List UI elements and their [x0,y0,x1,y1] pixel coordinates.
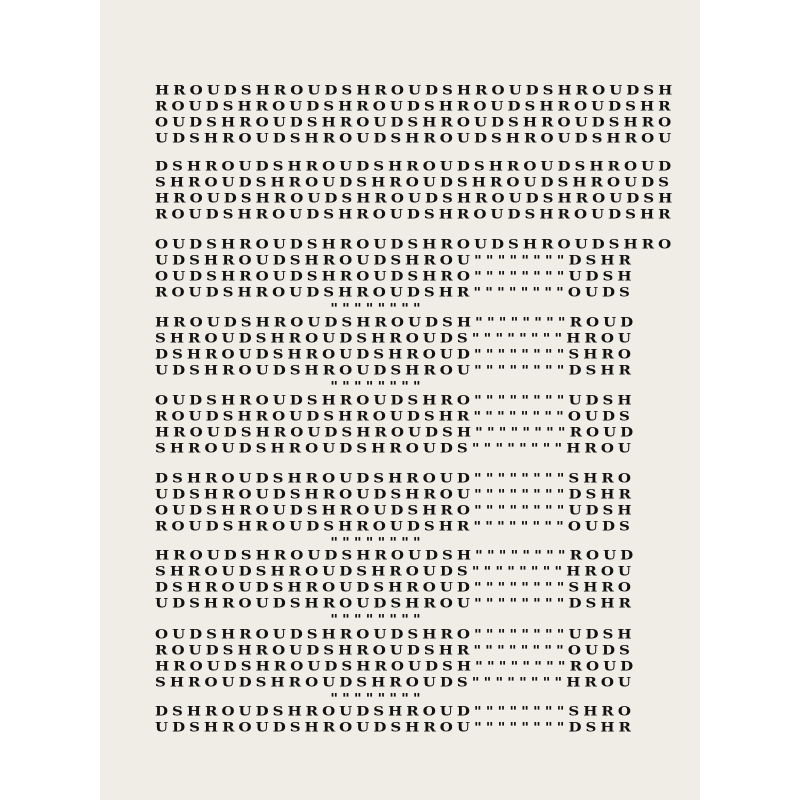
stanza-6 [155,470,635,550]
poem-line: HROUDSHROUDSHROUDSH""""""""ROUD [155,314,638,330]
poem-line: ROUDSHROUDSHROUDSHR""""""""OUDS [155,284,634,300]
poem-line: OUDSHROUDSHROUDSHRO""""""""UDSH [155,502,636,518]
poem-line: """""""" [155,690,425,706]
poem-line: HROUDSHROUDSHROUDSH""""""""ROUD [155,547,638,563]
stanza-1 [155,82,677,146]
poem-line: SHROUDSHROUDSHROUDS""""""""HROU [155,440,636,456]
poem-line: ROUDSHROUDSHROUDSHROUDSHROUDSHR [155,98,675,114]
poem-line: DSHROUDSHROUDSHROUD""""""""SHRO [155,703,635,719]
poem-line: """""""" [155,611,425,627]
poem-line: SHROUDSHROUDSHROUDSHROUDSHROUDS [155,174,673,190]
poem-line: DSHROUDSHROUDSHROUDSHROUDSHROUD [155,158,676,174]
poem-line: UDSHROUDSHROUDSHROU""""""""DSHR [155,595,635,611]
poem-line: ROUDSHROUDSHROUDSHROUDSHROUDSHR [155,206,675,222]
poem-line: UDSHROUDSHROUDSHROU""""""""DSHR [155,252,635,268]
poem-line: UDSHROUDSHROUDSHROU""""""""DSHR [155,362,635,378]
poem-line: OUDSHROUDSHROUDSHROUDSHROUDSHRO [155,114,676,130]
poem-line: OUDSHROUDSHROUDSHRO""""""""UDSH [155,626,636,642]
poem-line: HROUDSHROUDSHROUDSH""""""""ROUD [155,658,638,674]
poem-line: SHROUDSHROUDSHROUDS""""""""HROU [155,563,636,579]
stanza-5 [155,392,638,456]
poem-line: HROUDSHROUDSHROUDSHROUDSHROUDSH [155,82,677,98]
poem-line: ROUDSHROUDSHROUDSHR""""""""OUDS [155,518,634,534]
stanza-8 [155,626,638,706]
poem-line: SHROUDSHROUDSHROUDS""""""""HROU [155,330,636,346]
stanza-2 [155,158,677,222]
poem-line: UDSHROUDSHROUDSHROU""""""""DSHR [155,719,635,735]
stanza-3 [155,236,676,316]
poem-line: HROUDSHROUDSHROUDSH""""""""ROUD [155,424,638,440]
poem-line: """""""" [155,378,425,394]
stanza-7 [155,547,638,627]
poem-line: SHROUDSHROUDSHROUDS""""""""HROU [155,674,636,690]
stanza-9 [155,703,635,735]
poem-line: UDSHROUDSHROUDSHROUDSHROUDSHROU [155,130,676,146]
poem-line: OUDSHROUDSHROUDSHRO""""""""UDSH [155,268,636,284]
poem-line: """""""" [155,534,425,550]
stanza-4 [155,314,638,394]
poem-line: DSHROUDSHROUDSHROUD""""""""SHRO [155,470,635,486]
poem-line: HROUDSHROUDSHROUDSHROUDSHROUDSH [155,190,677,206]
poem-line: ROUDSHROUDSHROUDSHR""""""""OUDS [155,408,634,424]
poem-line: DSHROUDSHROUDSHROUD""""""""SHRO [155,579,635,595]
poem-line: OUDSHROUDSHROUDSHRO""""""""UDSH [155,392,636,408]
poem-line: UDSHROUDSHROUDSHROU""""""""DSHR [155,486,635,502]
poem-line: DSHROUDSHROUDSHROUD""""""""SHRO [155,346,635,362]
poem-line: OUDSHROUDSHROUDSHROUDSHROUDSHRO [155,236,676,252]
poem-line: """""""" [155,300,425,316]
poem-line: ROUDSHROUDSHROUDSHR""""""""OUDS [155,642,634,658]
